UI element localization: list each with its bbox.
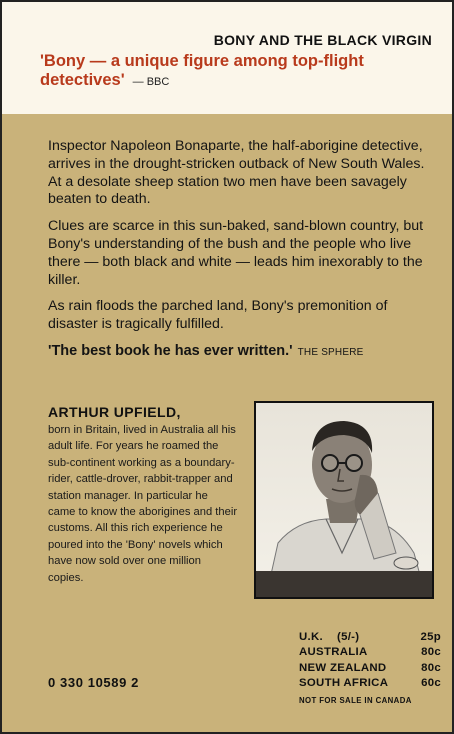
blurb-paragraph: As rain floods the parched land, Bony's premonition of disaster is tragically fulfilled. bbox=[48, 298, 388, 333]
author-photo bbox=[254, 401, 434, 599]
top-band bbox=[2, 2, 452, 114]
blurb bbox=[48, 138, 428, 371]
price-value: 80c bbox=[421, 661, 441, 674]
top-quote-source: — BBC bbox=[132, 76, 170, 88]
price-alt: (5/-) bbox=[336, 631, 360, 643]
top-quote-text: 'Bony — a unique figure among top-flight detectives' bbox=[40, 52, 364, 89]
book-title: BONY AND THE BLACK VIRGIN bbox=[213, 32, 432, 48]
price-region: SOUTH AFRICA bbox=[299, 677, 389, 690]
review-quote-source: THE SPHERE bbox=[297, 346, 364, 358]
author-portrait-icon bbox=[256, 403, 432, 597]
author-name: ARTHUR UPFIELD, bbox=[48, 404, 181, 420]
price-region: NEW ZEALAND bbox=[299, 661, 387, 674]
isbn: 0 330 10589 2 bbox=[48, 675, 139, 690]
author-bio: born in Britain, lived in Australia all his adult life. For years he roamed the sub-continent working as a boundary-rider, cattle-drover, rabbit-trapper and station manager. In particular he came to know the aborigines and their customs. All this rich experience he poured into the 'Bony' novels which have now sold over one million copies. bbox=[48, 424, 238, 584]
price-row bbox=[299, 676, 441, 691]
price-value: 60c bbox=[421, 677, 441, 690]
price-row bbox=[299, 661, 441, 676]
price-value: 80c bbox=[421, 646, 441, 659]
review-quote bbox=[48, 343, 428, 362]
price-row bbox=[299, 630, 441, 645]
review-quote-text: 'The best book he has ever written.' bbox=[48, 342, 293, 359]
price-region: AUSTRALIA bbox=[299, 646, 368, 659]
distribution-notice: NOT FOR SALE IN CANADA bbox=[299, 696, 412, 705]
blurb-paragraph: Clues are scarce in this sun-baked, sand-blown country, but Bony's understanding of the bush and the people who live there — both black and white — leads him inexorably to the killer. bbox=[48, 218, 424, 288]
price-region: U.K. bbox=[299, 631, 323, 643]
blurb-paragraph: Inspector Napoleon Bonaparte, the half-aborigine detective, arrives in the drought-stricken outback of New South Wales. At a desolate sheep station two men have been savagely beaten to death. bbox=[48, 138, 425, 208]
top-review-quote bbox=[40, 52, 420, 92]
price-value: 25p bbox=[420, 631, 441, 643]
price-row bbox=[299, 645, 441, 660]
price-list bbox=[299, 630, 441, 692]
